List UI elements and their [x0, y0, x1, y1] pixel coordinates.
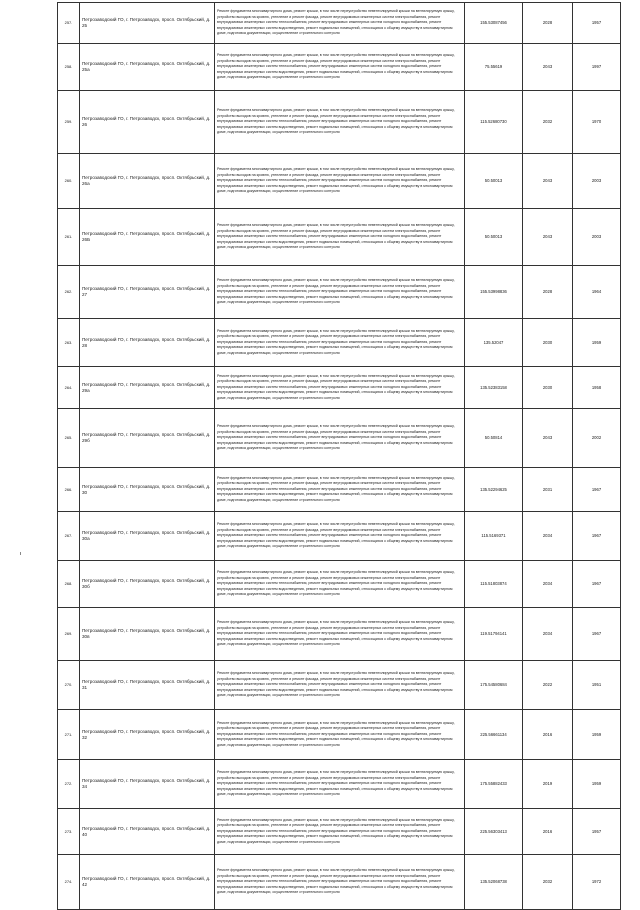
table-row: [58, 154, 621, 209]
row-address: Петрозаводский ГО, г. Петрозаводск, просп. Октябрьский, д. 25а: [80, 44, 215, 91]
row-planned-year: 2031: [523, 468, 573, 512]
row-build-year: 2003: [573, 209, 621, 266]
row-work-description: Ремонт фундамента многоквартирного дома, ремонт крыши, в том числе переустройство невентилируемой крыши на вентилируемую крышу, устройство выходов на кровлю, утепление и ремонт фасада, ремонт внутридомовых инженерных систем электроснабжения, ремонт внутридомовых инженерных систем теплоснабжения, ремонт внутридомовых инженерных систем холодного водоснабжения, ремонт внутридомовых инженерных систем водоотведения, ремонт подвальных помещений, относящихся к общему имуществу в многоквартирном доме, подготовка документации, осуществление строительного контроля: [215, 809, 465, 855]
row-cost: 155.53998836: [465, 266, 523, 319]
row-planned-year: 2030: [523, 319, 573, 367]
row-cost: 175.54580684: [465, 661, 523, 710]
row-address: Петрозаводский ГО, г. Петрозаводск, просп. Октябрьский, д. 32: [80, 710, 215, 760]
table-row: [58, 710, 621, 760]
table-row: [58, 512, 621, 561]
row-cost: 155.53087456: [465, 3, 523, 44]
row-planned-year: 2043: [523, 44, 573, 91]
row-number: 266.: [58, 468, 80, 512]
row-number: 261.: [58, 209, 80, 266]
row-work-description: Ремонт фундамента многоквартирного дома, ремонт крыши, в том числе переустройство невентилируемой крыши на вентилируемую крышу, устройство выходов на кровлю, утепление и ремонт фасада, ремонт внутридомовых инженерных систем электроснабжения, ремонт внутридомовых инженерных систем теплоснабжения, ремонт внутридомовых инженерных систем холодного водоснабжения, ремонт внутридомовых инженерных систем водоотведения, ремонт подвальных помещений, относящихся к общему имуществу в многоквартирном доме, подготовка документации, осуществление строительного контроля: [215, 367, 465, 409]
table-row: [58, 661, 621, 710]
row-planned-year: 2032: [523, 855, 573, 910]
row-address: Петрозаводский ГО, г. Петрозаводск, просп. Октябрьский, д. 31: [80, 661, 215, 710]
row-cost: 75.55619: [465, 44, 523, 91]
row-build-year: 1959: [573, 319, 621, 367]
row-work-description: Ремонт фундамента многоквартирного дома, ремонт крыши, в том числе переустройство невентилируемой крыши на вентилируемую крышу, устройство выходов на кровлю, утепление и ремонт фасада, ремонт внутридомовых инженерных систем электроснабжения, ремонт внутридомовых инженерных систем теплоснабжения, ремонт внутридомовых инженерных систем холодного водоснабжения, ремонт внутридомовых инженерных систем водоотведения, ремонт подвальных помещений, относящихся к общему имуществу в многоквартирном доме, подготовка документации, осуществление строительного контроля: [215, 154, 465, 209]
table-row: [58, 319, 621, 367]
row-work-description: Ремонт фундамента многоквартирного дома, ремонт крыши, в том числе переустройство невентилируемой крыши на вентилируемую крышу, устройство выходов на кровлю, утепление и ремонт фасада, ремонт внутридомовых инженерных систем электроснабжения, ремонт внутридомовых инженерных систем теплоснабжения, ремонт внутридомовых инженерных систем холодного водоснабжения, ремонт внутридомовых инженерных систем водоотведения, ремонт подвальных помещений, относящихся к общему имуществу в многоквартирном доме, подготовка документации, осуществление строительного контроля: [215, 3, 465, 44]
row-cost: 225.56303413: [465, 809, 523, 855]
table-row: [58, 44, 621, 91]
row-cost: 50.50013: [465, 154, 523, 209]
row-planned-year: 2043: [523, 409, 573, 468]
row-cost: 135.52294625: [465, 468, 523, 512]
row-planned-year: 2043: [523, 154, 573, 209]
row-address: Петрозаводский ГО, г. Петрозаводск, просп. Октябрьский, д. 34: [80, 760, 215, 809]
row-number: 259.: [58, 91, 80, 154]
row-number: 274.: [58, 855, 80, 910]
table-row: [58, 367, 621, 409]
margin-mark: [20, 552, 25, 555]
row-cost: 225.56661134: [465, 710, 523, 760]
document-page: [57, 2, 620, 910]
row-build-year: 1951: [573, 661, 621, 710]
table-row: [58, 809, 621, 855]
row-work-description: Ремонт фундамента многоквартирного дома, ремонт крыши, в том числе переустройство невентилируемой крыши на вентилируемую крышу, устройство выходов на кровлю, утепление и ремонт фасада, ремонт внутридомовых инженерных систем электроснабжения, ремонт внутридомовых инженерных систем теплоснабжения, ремонт внутридомовых инженерных систем холодного водоснабжения, ремонт внутридомовых инженерных систем водоотведения, ремонт подвальных помещений, относящихся к общему имуществу в многоквартирном доме, подготовка документации, осуществление строительного контроля: [215, 44, 465, 91]
row-address: Петрозаводский ГО, г. Петрозаводск, просп. Октябрьский, д. 42: [80, 855, 215, 910]
table-row: [58, 409, 621, 468]
row-address: Петрозаводский ГО, г. Петрозаводск, просп. Октябрьский, д. 26Б: [80, 209, 215, 266]
row-work-description: Ремонт фундамента многоквартирного дома, ремонт крыши, в том числе переустройство невентилируемой крыши на вентилируемую крышу, устройство выходов на кровлю, утепление и ремонт фасада, ремонт внутридомовых инженерных систем электроснабжения, ремонт внутридомовых инженерных систем теплоснабжения, ремонт внутридомовых инженерных систем холодного водоснабжения, ремонт внутридомовых инженерных систем водоотведения, ремонт подвальных помещений, относящихся к общему имуществу в многоквартирном доме, подготовка документации, осуществление строительного контроля: [215, 266, 465, 319]
row-planned-year: 2034: [523, 561, 573, 608]
row-address: Петрозаводский ГО, г. Петрозаводск, просп. Октябрьский, д. 30в: [80, 608, 215, 661]
row-address: Петрозаводский ГО, г. Петрозаводск, просп. Октябрьский, д. 40: [80, 809, 215, 855]
row-planned-year: 2034: [523, 512, 573, 561]
row-address: Петрозаводский ГО, г. Петрозаводск, просп. Октябрьский, д. 30б: [80, 561, 215, 608]
row-build-year: 1997: [573, 44, 621, 91]
row-address: Петрозаводский ГО, г. Петрозаводск, просп. Октябрьский, д. 26: [80, 91, 215, 154]
row-number: 264.: [58, 367, 80, 409]
row-planned-year: 2016: [523, 809, 573, 855]
row-build-year: 1967: [573, 561, 621, 608]
row-planned-year: 2022: [523, 661, 573, 710]
row-build-year: 1959: [573, 760, 621, 809]
row-cost: 119.51794141: [465, 608, 523, 661]
row-cost: 115.52680730: [465, 91, 523, 154]
row-cost: 115.5169371: [465, 512, 523, 561]
row-cost: 135.52383158: [465, 367, 523, 409]
table-row: [58, 855, 621, 910]
row-number: 271.: [58, 710, 80, 760]
row-work-description: Ремонт фундамента многоквартирного дома, ремонт крыши, в том числе переустройство невентилируемой крыши на вентилируемую крышу, устройство выходов на кровлю, утепление и ремонт фасада, ремонт внутридомовых инженерных систем электроснабжения, ремонт внутридомовых инженерных систем теплоснабжения, ремонт внутридомовых инженерных систем холодного водоснабжения, ремонт внутридомовых инженерных систем водоотведения, ремонт подвальных помещений, относящихся к общему имуществу в многоквартирном доме, подготовка документации, осуществление строительного контроля: [215, 468, 465, 512]
capital-repair-table: [57, 2, 621, 910]
row-build-year: 1972: [573, 855, 621, 910]
row-cost: 50.50814: [465, 409, 523, 468]
row-address: Петрозаводский ГО, г. Петрозаводск, просп. Октябрьский, д. 28: [80, 319, 215, 367]
row-number: 273.: [58, 809, 80, 855]
row-address: Петрозаводский ГО, г. Петрозаводск, просп. Октябрьский, д. 30: [80, 468, 215, 512]
row-build-year: 1967: [573, 468, 621, 512]
table-row: [58, 209, 621, 266]
row-address: Петрозаводский ГО, г. Петрозаводск, просп. Октябрьский, д. 25: [80, 3, 215, 44]
row-number: 270.: [58, 661, 80, 710]
row-cost: 135.52068738: [465, 855, 523, 910]
row-work-description: Ремонт фундамента многоквартирного дома, ремонт крыши, в том числе переустройство невентилируемой крыши на вентилируемую крышу, устройство выходов на кровлю, утепление и ремонт фасада, ремонт внутридомовых инженерных систем электроснабжения, ремонт внутридомовых инженерных систем теплоснабжения, ремонт внутридомовых инженерных систем холодного водоснабжения, ремонт внутридомовых инженерных систем водоотведения, ремонт подвальных помещений, относящихся к общему имуществу в многоквартирном доме, подготовка документации, осуществление строительного контроля: [215, 209, 465, 266]
row-number: 265.: [58, 409, 80, 468]
row-cost: 50.50013: [465, 209, 523, 266]
row-build-year: 1964: [573, 266, 621, 319]
row-work-description: Ремонт фундамента многоквартирного дома, ремонт крыши, в том числе переустройство невентилируемой крыши на вентилируемую крышу, устройство выходов на кровлю, утепление и ремонт фасада, ремонт внутридомовых инженерных систем электроснабжения, ремонт внутридомовых инженерных систем теплоснабжения, ремонт внутридомовых инженерных систем холодного водоснабжения, ремонт внутридомовых инженерных систем водоотведения, ремонт подвальных помещений, относящихся к общему имуществу в многоквартирном доме, подготовка документации, осуществление строительного контроля: [215, 91, 465, 154]
row-work-description: Ремонт фундамента многоквартирного дома, ремонт крыши, в том числе переустройство невентилируемой крыши на вентилируемую крышу, устройство выходов на кровлю, утепление и ремонт фасада, ремонт внутридомовых инженерных систем электроснабжения, ремонт внутридомовых инженерных систем теплоснабжения, ремонт внутридомовых инженерных систем холодного водоснабжения, ремонт внутридомовых инженерных систем водоотведения, ремонт подвальных помещений, относящихся к общему имуществу в многоквартирном доме, подготовка документации, осуществление строительного контроля: [215, 608, 465, 661]
row-build-year: 1958: [573, 367, 621, 409]
row-build-year: 2002: [573, 409, 621, 468]
row-build-year: 2003: [573, 154, 621, 209]
row-build-year: 1967: [573, 608, 621, 661]
row-planned-year: 2016: [523, 710, 573, 760]
row-work-description: Ремонт фундамента многоквартирного дома, ремонт крыши, в том числе переустройство невентилируемой крыши на вентилируемую крышу, устройство выходов на кровлю, утепление и ремонт фасада, ремонт внутридомовых инженерных систем электроснабжения, ремонт внутридомовых инженерных систем теплоснабжения, ремонт внутридомовых инженерных систем холодного водоснабжения, ремонт внутридомовых инженерных систем водоотведения, ремонт подвальных помещений, относящихся к общему имуществу в многоквартирном доме, подготовка документации, осуществление строительного контроля: [215, 710, 465, 760]
row-planned-year: 2028: [523, 3, 573, 44]
row-number: 258.: [58, 44, 80, 91]
row-planned-year: 2028: [523, 266, 573, 319]
table-row: [58, 266, 621, 319]
row-build-year: 1967: [573, 512, 621, 561]
table-row: [58, 608, 621, 661]
row-address: Петрозаводский ГО, г. Петрозаводск, просп. Октябрьский, д. 26а: [80, 154, 215, 209]
table-row: [58, 760, 621, 809]
row-cost: 115.51803874: [465, 561, 523, 608]
row-number: 257.: [58, 3, 80, 44]
row-work-description: Ремонт фундамента многоквартирного дома, ремонт крыши, в том числе переустройство невентилируемой крыши на вентилируемую крышу, устройство выходов на кровлю, утепление и ремонт фасада, ремонт внутридомовых инженерных систем электроснабжения, ремонт внутридомовых инженерных систем теплоснабжения, ремонт внутридомовых инженерных систем холодного водоснабжения, ремонт внутридомовых инженерных систем водоотведения, ремонт подвальных помещений, относящихся к общему имуществу в многоквартирном доме, подготовка документации, осуществление строительного контроля: [215, 855, 465, 910]
row-number: 262.: [58, 266, 80, 319]
row-work-description: Ремонт фундамента многоквартирного дома, ремонт крыши, в том числе переустройство невентилируемой крыши на вентилируемую крышу, устройство выходов на кровлю, утепление и ремонт фасада, ремонт внутридомовых инженерных систем электроснабжения, ремонт внутридомовых инженерных систем теплоснабжения, ремонт внутридомовых инженерных систем холодного водоснабжения, ремонт внутридомовых инженерных систем водоотведения, ремонт подвальных помещений, относящихся к общему имуществу в многоквартирном доме, подготовка документации, осуществление строительного контроля: [215, 512, 465, 561]
row-build-year: 1957: [573, 809, 621, 855]
row-address: Петрозаводский ГО, г. Петрозаводск, просп. Октябрьский, д. 29а: [80, 367, 215, 409]
row-work-description: Ремонт фундамента многоквартирного дома, ремонт крыши, в том числе переустройство невентилируемой крыши на вентилируемую крышу, устройство выходов на кровлю, утепление и ремонт фасада, ремонт внутридомовых инженерных систем электроснабжения, ремонт внутридомовых инженерных систем теплоснабжения, ремонт внутридомовых инженерных систем холодного водоснабжения, ремонт внутридомовых инженерных систем водоотведения, ремонт подвальных помещений, относящихся к общему имуществу в многоквартирном доме, подготовка документации, осуществление строительного контроля: [215, 760, 465, 809]
row-planned-year: 2032: [523, 91, 573, 154]
table-body: [58, 3, 621, 910]
row-planned-year: 2034: [523, 608, 573, 661]
table-row: [58, 3, 621, 44]
table-row: [58, 468, 621, 512]
table-row: [58, 561, 621, 608]
row-work-description: Ремонт фундамента многоквартирного дома, ремонт крыши, в том числе переустройство невентилируемой крыши на вентилируемую крышу, устройство выходов на кровлю, утепление и ремонт фасада, ремонт внутридомовых инженерных систем электроснабжения, ремонт внутридомовых инженерных систем теплоснабжения, ремонт внутридомовых инженерных систем холодного водоснабжения, ремонт внутридомовых инженерных систем водоотведения, ремонт подвальных помещений, относящихся к общему имуществу в многоквартирном доме, подготовка документации, осуществление строительного контроля: [215, 661, 465, 710]
row-work-description: Ремонт фундамента многоквартирного дома, ремонт крыши, в том числе переустройство невентилируемой крыши на вентилируемую крышу, устройство выходов на кровлю, утепление и ремонт фасада, ремонт внутридомовых инженерных систем электроснабжения, ремонт внутридомовых инженерных систем теплоснабжения, ремонт внутридомовых инженерных систем холодного водоснабжения, ремонт внутридомовых инженерных систем водоотведения, ремонт подвальных помещений, относящихся к общему имуществу в многоквартирном доме, подготовка документации, осуществление строительного контроля: [215, 561, 465, 608]
row-build-year: 1970: [573, 91, 621, 154]
row-number: 263.: [58, 319, 80, 367]
row-work-description: Ремонт фундамента многоквартирного дома, ремонт крыши, в том числе переустройство невентилируемой крыши на вентилируемую крышу, устройство выходов на кровлю, утепление и ремонт фасада, ремонт внутридомовых инженерных систем электроснабжения, ремонт внутридомовых инженерных систем теплоснабжения, ремонт внутридомовых инженерных систем холодного водоснабжения, ремонт внутридомовых инженерных систем водоотведения, ремонт подвальных помещений, относящихся к общему имуществу в многоквартирном доме, подготовка документации, осуществление строительного контроля: [215, 409, 465, 468]
row-number: 269.: [58, 608, 80, 661]
row-build-year: 1957: [573, 3, 621, 44]
row-number: 272.: [58, 760, 80, 809]
row-build-year: 1959: [573, 710, 621, 760]
row-number: 267.: [58, 512, 80, 561]
row-planned-year: 2030: [523, 367, 573, 409]
table-row: [58, 91, 621, 154]
row-cost: 135.52047: [465, 319, 523, 367]
row-work-description: Ремонт фундамента многоквартирного дома, ремонт крыши, в том числе переустройство невентилируемой крыши на вентилируемую крышу, устройство выходов на кровлю, утепление и ремонт фасада, ремонт внутридомовых инженерных систем электроснабжения, ремонт внутридомовых инженерных систем теплоснабжения, ремонт внутридомовых инженерных систем холодного водоснабжения, ремонт внутридомовых инженерных систем водоотведения, ремонт подвальных помещений, относящихся к общему имуществу в многоквартирном доме, подготовка документации, осуществление строительного контроля: [215, 319, 465, 367]
row-planned-year: 2043: [523, 209, 573, 266]
row-planned-year: 2019: [523, 760, 573, 809]
row-address: Петрозаводский ГО, г. Петрозаводск, просп. Октябрьский, д. 30а: [80, 512, 215, 561]
row-address: Петрозаводский ГО, г. Петрозаводск, просп. Октябрьский, д. 29б: [80, 409, 215, 468]
row-cost: 175.55882433: [465, 760, 523, 809]
row-number: 260.: [58, 154, 80, 209]
row-number: 268.: [58, 561, 80, 608]
row-address: Петрозаводский ГО, г. Петрозаводск, просп. Октябрьский, д. 27: [80, 266, 215, 319]
